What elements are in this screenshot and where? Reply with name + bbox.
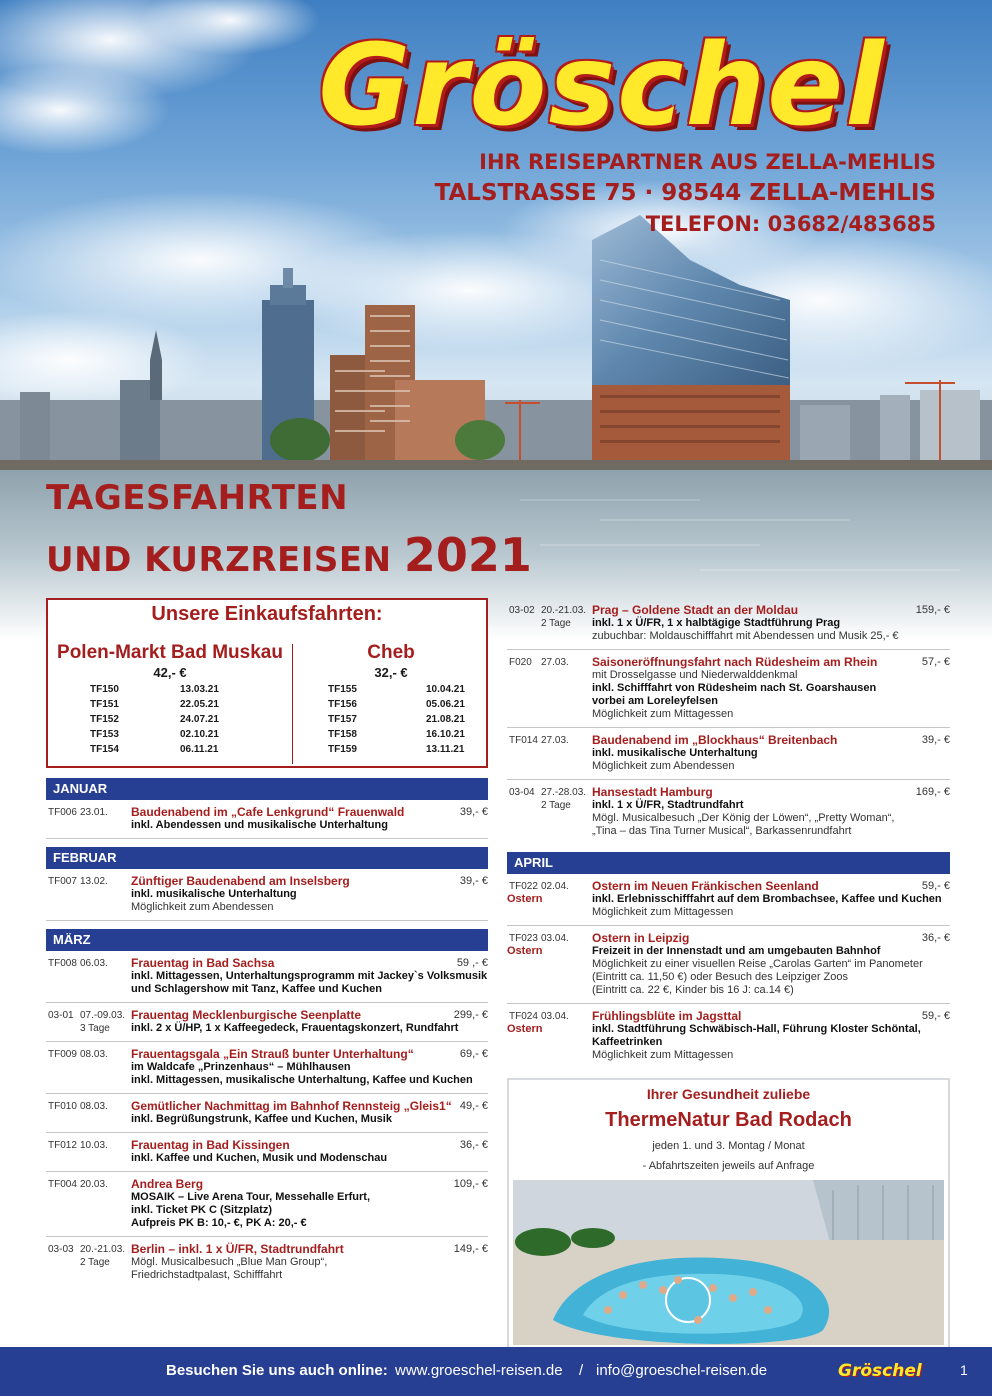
trip-date: 05.06.21	[426, 699, 465, 710]
trip-price: 57,- €	[921, 656, 950, 668]
shop-row	[48, 743, 292, 758]
right-column	[507, 598, 950, 1351]
shop-row	[294, 713, 488, 728]
trip-code: TF007	[48, 876, 77, 887]
trip-date: 21.08.21	[426, 714, 465, 725]
footer-email-link[interactable]: info@groeschel-reisen.de	[596, 1362, 768, 1379]
trip-title: Berlin – inkl. 1 x Ü/FR, Stadtrundfahrt	[131, 1242, 344, 1256]
therme-note: - Abfahrtszeiten jeweils auf Anfrage	[642, 1160, 815, 1172]
trip-code: TF152	[90, 714, 119, 725]
trip-price: 36,- €	[921, 932, 950, 944]
therme-title: ThermeNatur Bad Rodach	[605, 1109, 852, 1131]
trip-code: 03-01	[48, 1010, 74, 1021]
page-title-line2	[46, 528, 532, 582]
trip-note: Möglichkeit zum Mittagessen	[592, 1049, 734, 1061]
shopping-bad-muskau	[48, 642, 292, 762]
trip-detail: vorbei am Loreleyfelsen	[592, 695, 718, 707]
trip-code: TF023	[509, 933, 538, 944]
shop-name: Cheb	[367, 642, 415, 663]
trip-code: 03-04	[509, 787, 535, 798]
trip-price: 149,- €	[453, 1243, 488, 1255]
trip-title: Frauentag in Bad Kissingen	[131, 1138, 290, 1152]
trip-title: Frauentag Mecklenburgische Seenplatte	[131, 1008, 362, 1022]
trip-code: F020	[509, 657, 532, 668]
month-header-februar: FEBRUAR	[46, 847, 488, 869]
address: TALSTRASSE 75 · 98544 ZELLA-MEHLIS	[434, 180, 936, 206]
trip-code: TF156	[328, 699, 357, 710]
page-title-line1: TAGESFAHRTEN	[46, 478, 349, 518]
trip-code: TF151	[90, 699, 119, 710]
trip-code: TF010	[48, 1101, 77, 1112]
trip-detail: inkl. Abendessen und musikalische Unterhaltung	[131, 819, 388, 831]
page-title-year: 2021	[403, 528, 532, 582]
trip-note: (Eintritt ca. 11,50 €) oder Besuch des Leipziger Zoos	[592, 971, 848, 983]
trip-date: 27.03.	[541, 657, 569, 668]
shopping-cheb	[294, 642, 488, 762]
trip-note: zubuchbar: Moldauschifffahrt mit Abendessen und Musik 25,- €	[592, 630, 899, 642]
trip-note: Möglichkeit zu einer visuellen Reise „Carolas Garten“ im Panometer	[592, 958, 923, 970]
trip-code: TF022	[509, 881, 538, 892]
trip-title: Zünftiger Baudenabend am Inselsberg	[131, 874, 350, 888]
trip-title: Frauentagsgala „Ein Strauß bunter Unterhaltung“	[131, 1047, 414, 1061]
trip-date: 27.03.	[541, 735, 569, 746]
pool-illustration	[513, 1180, 944, 1345]
trip-detail: inkl. Mittagessen, musikalische Unterhaltung, Kaffee und Kuchen	[131, 1074, 473, 1086]
trip-detail: MOSAIK – Live Arena Tour, Messehalle Erfurt,	[131, 1191, 371, 1203]
trip-code: TF154	[90, 744, 119, 755]
shopping-heading: Unsere Einkaufsfahrten:	[151, 603, 383, 625]
shop-row	[48, 713, 292, 728]
trip-detail: und Schlagershow mit Tanz, Kaffee und Kuchen	[131, 983, 382, 995]
trip-code: TF014	[509, 735, 538, 746]
trip-date: 13.11.21	[426, 744, 465, 755]
month-header-maerz: MÄRZ	[46, 929, 488, 951]
trip-detail: Kaffeetrinken	[592, 1036, 663, 1048]
hero-banner	[0, 0, 992, 640]
month-header-april: APRIL	[507, 852, 950, 874]
trip-date: 16.10.21	[426, 729, 465, 740]
logo-wordmark: Gröschel	[318, 21, 886, 151]
trip-date: 06.11.21	[180, 744, 219, 755]
trip-tag: Ostern	[507, 945, 543, 957]
trip-date: 20.-21.03.	[80, 1244, 126, 1255]
trip-price: 49,- €	[459, 1100, 488, 1112]
trip-days: 2 Tage	[80, 1257, 110, 1268]
trip-date: 27.-28.03.	[541, 787, 587, 798]
therme-promo-box	[507, 1078, 950, 1351]
trip-detail: inkl. Erlebnisschifffahrt auf dem Brombachsee, Kaffee und Kuchen	[592, 893, 942, 905]
trip-days: 2 Tage	[541, 618, 571, 629]
trip-price: 39,- €	[921, 734, 950, 746]
trip-title: Andrea Berg	[131, 1177, 204, 1191]
trip-price: 39,- €	[459, 875, 488, 887]
trip-days: 3 Tage	[80, 1023, 110, 1034]
trip-tag: Ostern	[507, 893, 543, 905]
shopping-divider	[292, 644, 293, 764]
trip-code: TF004	[48, 1179, 77, 1190]
trip-date: 03.04.	[541, 1011, 569, 1022]
footer-logo: Gröschel	[838, 1361, 922, 1381]
trip-price: 59,- €	[921, 880, 950, 892]
trip-days: 2 Tage	[541, 800, 571, 811]
therme-pool-photo	[513, 1180, 944, 1345]
trip-title: Hansestadt Hamburg	[592, 785, 713, 799]
shop-row	[48, 728, 292, 743]
footer-bar	[0, 1347, 992, 1396]
footer-separator: /	[579, 1362, 584, 1379]
trip-code: TF006	[48, 807, 77, 818]
trip-detail: inkl. Mittagessen, Unterhaltungsprogramm mit Jackey`s Volksmusik	[131, 970, 488, 982]
trip-entry	[507, 926, 950, 1004]
trip-detail: im Waldcafe „Prinzenhaus“ – Mühlhausen	[131, 1061, 351, 1073]
trip-tag: Ostern	[507, 1023, 543, 1035]
trip-note: Möglichkeit zum Mittagessen	[592, 708, 734, 720]
trip-price: 299,- €	[453, 1009, 488, 1021]
trip-price: 39,- €	[459, 806, 488, 818]
trip-date: 13.02.	[80, 876, 108, 887]
trip-note: „Tina – das Tina Turner Musical“, Barkassenrundfahrt	[592, 825, 852, 837]
trip-date: 07.-09.03.	[80, 1010, 126, 1021]
trip-code: 03-02	[509, 605, 535, 616]
trip-entry	[46, 1094, 488, 1133]
trip-code: TF153	[90, 729, 119, 740]
trip-price: 59 ,- €	[456, 957, 488, 969]
trip-price: 59,- €	[921, 1010, 950, 1022]
trip-price: 159,- €	[915, 604, 950, 616]
footer-visit-label: Besuchen Sie uns auch online:	[166, 1362, 388, 1379]
trip-detail: inkl. 1 x Ü/FR, Stadtrundfahrt	[592, 799, 744, 811]
trip-title: Prag – Goldene Stadt an der Moldau	[592, 603, 799, 617]
trip-code: TF150	[90, 684, 119, 695]
trip-title: Frauentag in Bad Sachsa	[131, 956, 275, 970]
trip-price: 69,- €	[459, 1048, 488, 1060]
shop-row	[48, 698, 292, 713]
shop-row	[48, 683, 292, 698]
trip-detail: inkl. 2 x Ü/HP, 1 x Kaffeegedeck, Frauentagskonzert, Rundfahrt	[131, 1022, 459, 1034]
trip-code: TF008	[48, 958, 77, 969]
trip-date: 20.-21.03.	[541, 605, 587, 616]
shop-row	[294, 683, 488, 698]
trip-price: 36,- €	[459, 1139, 488, 1151]
trip-date: 24.07.21	[180, 714, 219, 725]
trip-note: Mögl. Musicalbesuch „Blue Man Group“,	[131, 1256, 328, 1268]
left-column	[46, 598, 488, 1288]
trip-title: Ostern in Leipzig	[592, 931, 690, 945]
trip-date: 13.03.21	[180, 684, 219, 695]
trip-title: Ostern im Neuen Fränkischen Seenland	[592, 879, 819, 893]
trip-note: mit Drosselgasse und Niederwalddenkmal	[592, 669, 798, 681]
shop-row	[294, 743, 488, 758]
trip-note: Möglichkeit zum Abendessen	[592, 760, 735, 772]
trip-title: Gemütlicher Nachmittag im Bahnhof Rennsteig „Gleis1“	[131, 1099, 452, 1113]
groeschel-logo	[262, 22, 942, 150]
trip-detail: inkl. musikalische Unterhaltung	[592, 747, 758, 759]
trip-date: 03.04.	[541, 933, 569, 944]
trip-note: Möglichkeit zum Abendessen	[131, 901, 274, 913]
trip-entry	[507, 728, 950, 780]
trip-detail: inkl. 1 x Ü/FR, 1 x halbtägige Stadtführung Prag	[592, 617, 841, 629]
trip-price: 169,- €	[915, 786, 950, 798]
trip-code: TF009	[48, 1049, 77, 1060]
trip-code: TF024	[509, 1011, 538, 1022]
trip-detail: inkl. Ticket PK C (Sitzplatz)	[131, 1204, 272, 1216]
trip-entry	[46, 1172, 488, 1237]
trip-detail: inkl. Begrüßungstrunk, Kaffee und Kuchen, Musik	[131, 1113, 392, 1125]
trip-date: 06.03.	[80, 958, 108, 969]
trip-detail: inkl. Kaffee und Kuchen, Musik und Modenschau	[131, 1152, 388, 1164]
trip-note: Möglichkeit zum Mittagessen	[592, 906, 734, 918]
trip-title: Baudenabend im „Blockhaus“ Breitenbach	[592, 733, 838, 747]
page-number: 1	[960, 1362, 968, 1378]
trip-date: 08.03.	[80, 1049, 108, 1060]
tagline: IHR REISEPARTNER AUS ZELLA-MEHLIS	[479, 150, 936, 174]
trip-entry	[46, 951, 488, 1003]
shop-price: 32,- €	[374, 665, 408, 680]
trip-date: 10.04.21	[426, 684, 465, 695]
month-header-januar: JANUAR	[46, 778, 488, 800]
phone: TELEFON: 03682/483685	[645, 212, 936, 236]
footer-website-link[interactable]: www.groeschel-reisen.de	[395, 1362, 563, 1379]
shop-row	[294, 728, 488, 743]
trip-code: TF159	[328, 744, 357, 755]
trip-entry	[46, 1133, 488, 1172]
trip-entry	[507, 598, 950, 650]
trip-note: Friedrichstadtpalast, Schifffahrt	[131, 1269, 283, 1281]
trip-date: 08.03.	[80, 1101, 108, 1112]
trip-code: TF158	[328, 729, 357, 740]
trip-entry	[46, 1237, 488, 1288]
trip-detail: inkl. musikalische Unterhaltung	[131, 888, 297, 900]
trip-detail: inkl. Schifffahrt von Rüdesheim nach St. Goarshausen	[592, 682, 877, 694]
trip-detail: Freizeit in der Innenstadt und am umgebauten Bahnhof	[592, 945, 881, 957]
trip-entry	[507, 650, 950, 728]
trip-entry	[507, 874, 950, 926]
trip-date: 02.04.	[541, 881, 569, 892]
trip-detail: inkl. Stadtführung Schwäbisch-Hall, Führung Kloster Schöntal,	[592, 1023, 921, 1035]
page-title-line2-text: UND KURZREISEN	[46, 540, 392, 580]
trip-title: Saisoneröffnungsfahrt nach Rüdesheim am Rhein	[592, 655, 878, 669]
trip-date: 23.01.	[80, 807, 108, 818]
trip-date: 02.10.21	[180, 729, 219, 740]
trip-entry	[46, 800, 488, 839]
trip-entry	[46, 1003, 488, 1042]
therme-subtitle: Ihrer Gesundheit zuliebe	[646, 1086, 811, 1102]
trip-date: 10.03.	[80, 1140, 108, 1151]
trip-code: 03-03	[48, 1244, 74, 1255]
shop-row	[294, 698, 488, 713]
trip-code: TF157	[328, 714, 357, 725]
trip-title: Baudenabend im „Cafe Lenkgrund“ Frauenwald	[131, 805, 405, 819]
shop-price: 42,- €	[153, 665, 187, 680]
trip-entry	[507, 780, 950, 844]
trip-note: Mögl. Musicalbesuch „Der König der Löwen“, „Pretty Woman“,	[592, 812, 895, 824]
trip-entry	[46, 1042, 488, 1094]
trip-entry	[507, 1004, 950, 1068]
shop-name: Polen-Markt Bad Muskau	[57, 642, 283, 663]
therme-schedule: jeden 1. und 3. Montag / Monat	[652, 1140, 805, 1152]
trip-code: TF155	[328, 684, 357, 695]
trip-date: 20.03.	[80, 1179, 108, 1190]
trip-detail: Aufpreis PK B: 10,- €, PK A: 20,- €	[131, 1217, 307, 1229]
trip-price: 109,- €	[453, 1178, 488, 1190]
trip-date: 22.05.21	[180, 699, 219, 710]
trip-entry	[46, 869, 488, 921]
trip-title: Frühlingsblüte im Jagsttal	[592, 1009, 742, 1023]
shopping-trips-box	[46, 598, 488, 768]
trip-note: (Eintritt ca. 22 €, Kinder bis 16 J: ca.14 €)	[592, 984, 794, 996]
trip-code: TF012	[48, 1140, 77, 1151]
